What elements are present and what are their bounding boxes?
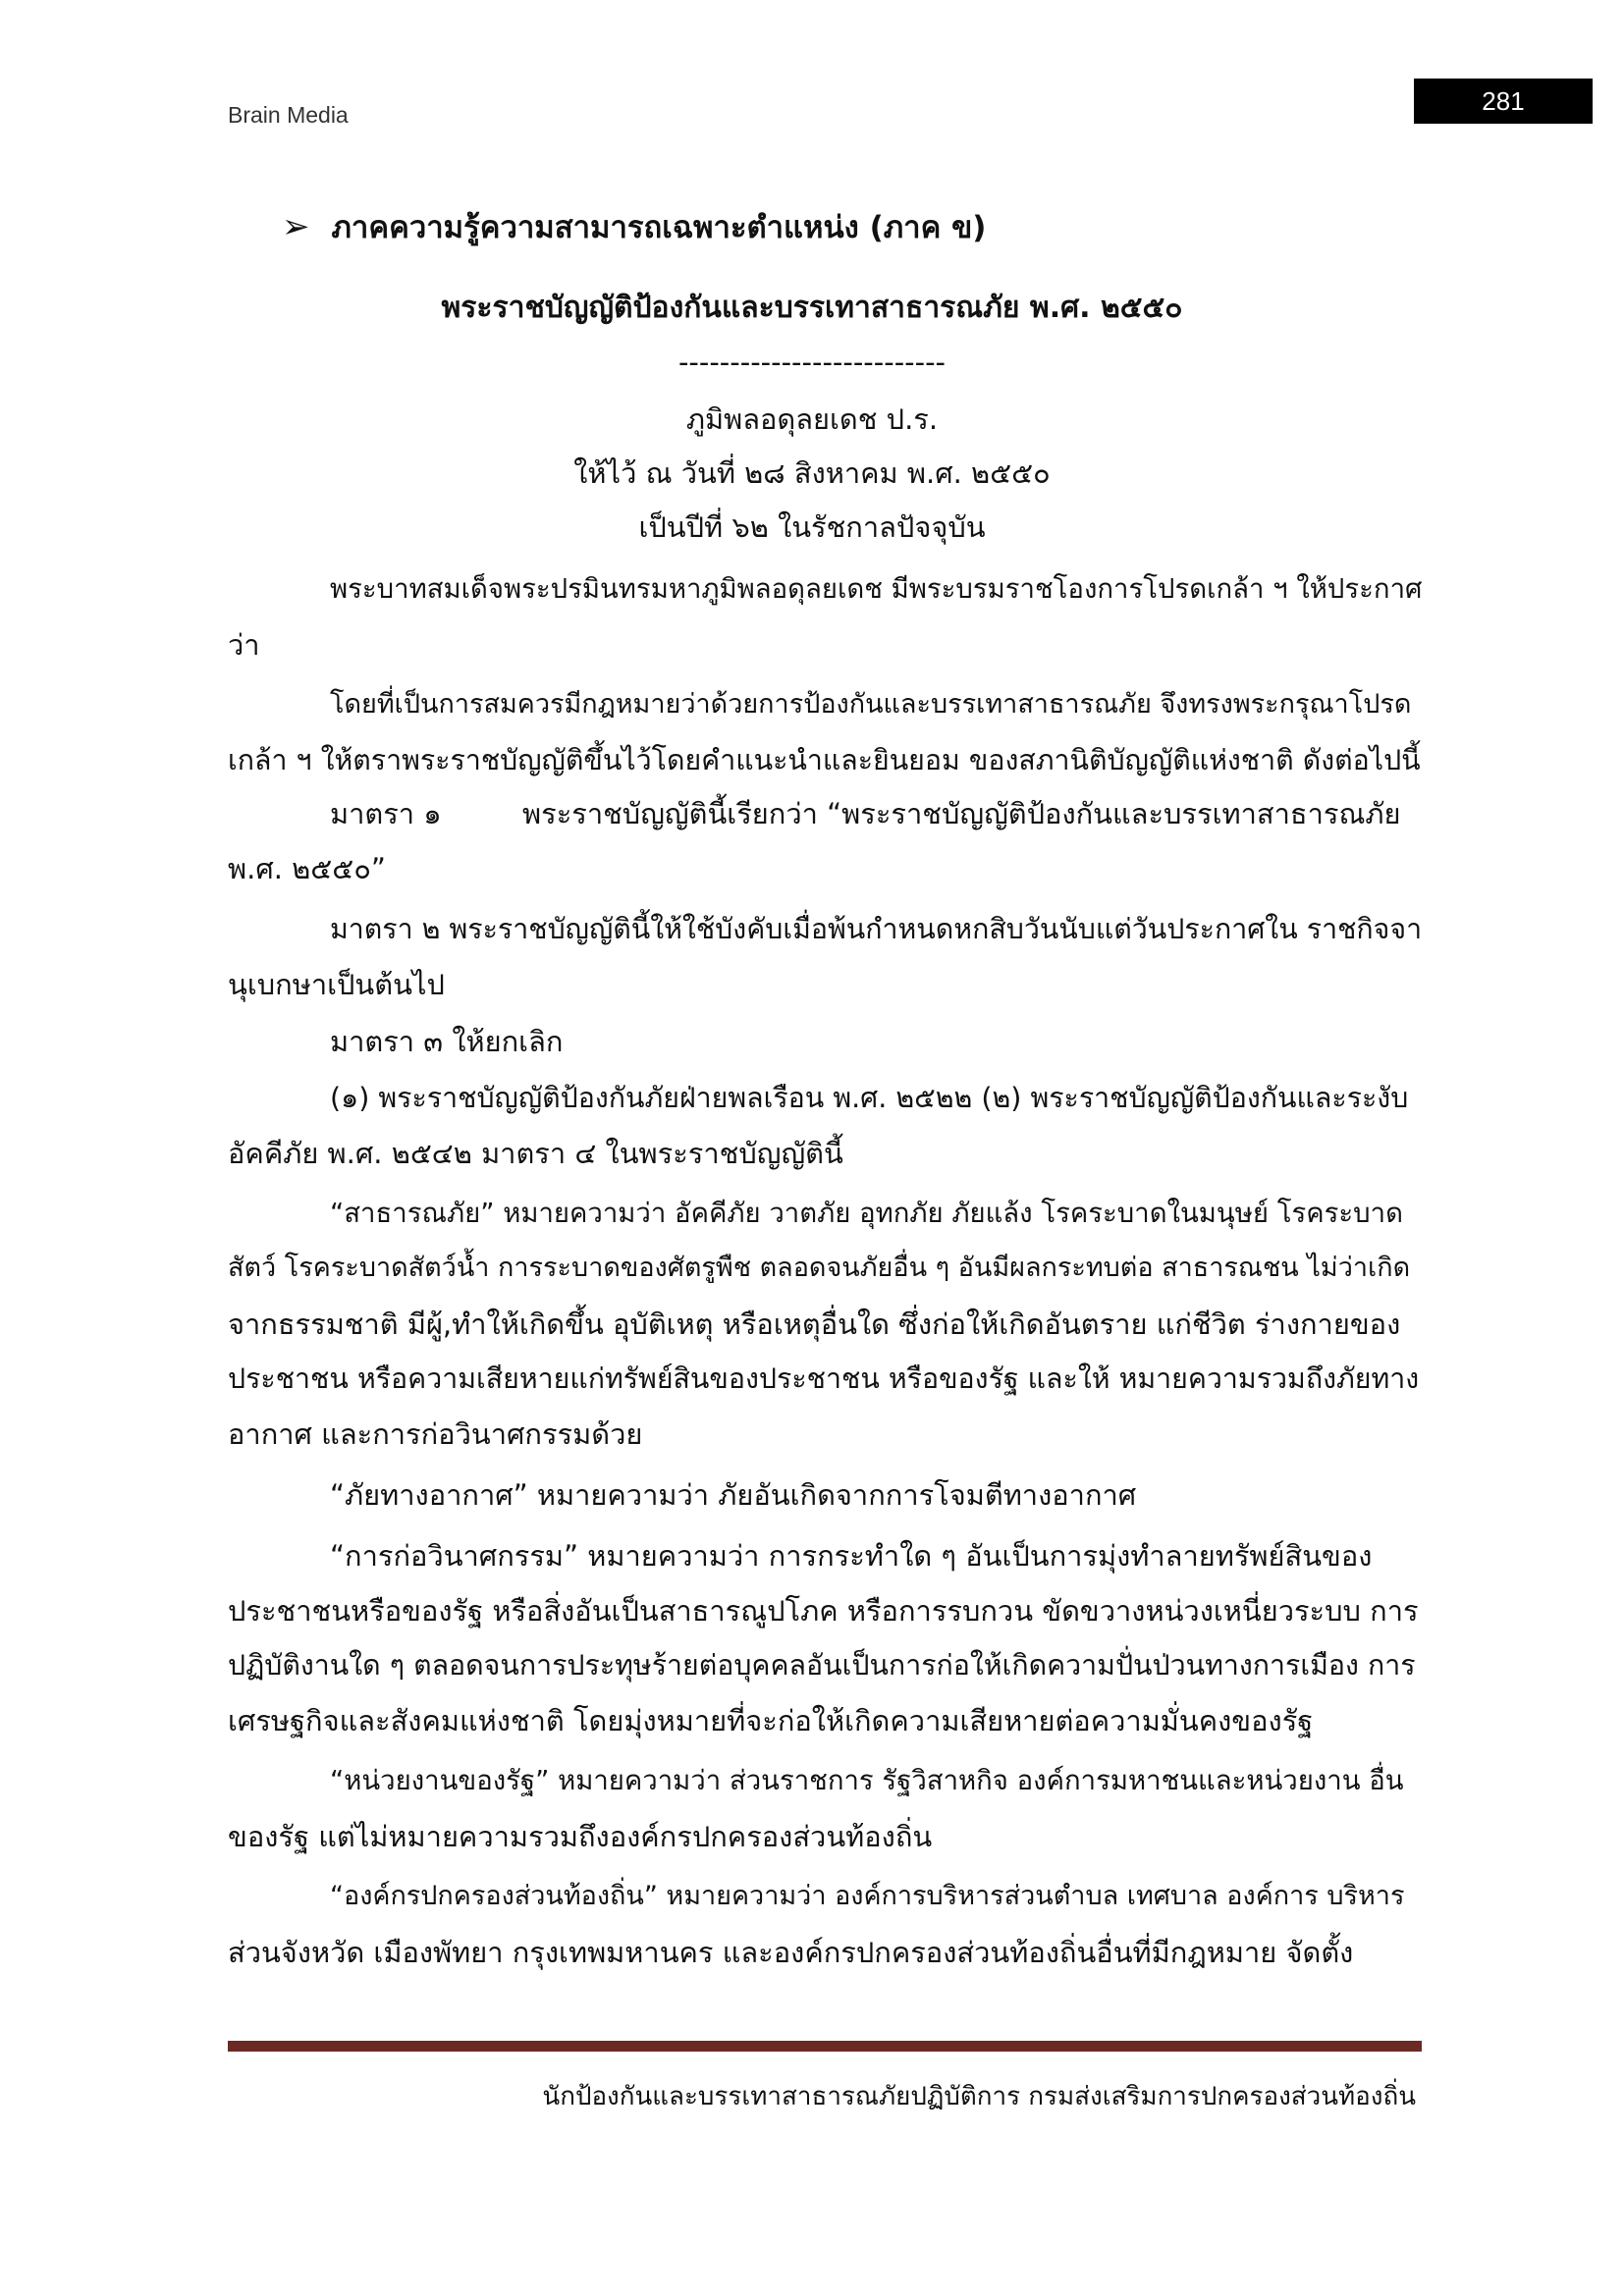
paragraph-line: “ภัยทางอากาศ” หมายความว่า ภัยอันเกิดจากการโจมตีทางอากาศ [330,1478,1137,1512]
paragraph-line: ส่วนจังหวัด เมืองพัทยา กรุงเทพมหานคร และองค์กรปกครองส่วนท้องถิ่นอื่นที่มีกฎหมาย จัดตั้ง [228,1936,1354,1969]
paragraph-line: พระบาทสมเด็จพระปรมินทรมหาภูมิพลอดุลยเดช มีพระบรมราชโองการโปรดเกล้า ฯ ให้ประกาศ [330,573,1423,605]
paragraph-line: พระราชบัญญัตินี้เรียกว่า “พระราชบัญญัติป้องกันและบรรเทาสาธารณภัย [522,797,1401,830]
page-number: 281 [1414,79,1593,124]
paragraph-line: ปฏิบัติงานใด ๆ ตลอดจนการประทุษร้ายต่อบุคคลอันเป็นการก่อให้เกิดความปั่นป่วนทางการเมือง การ [228,1649,1416,1682]
arrow-bullet-icon: ➢ [282,207,310,246]
brand-name: Brain Media [228,102,349,128]
paragraph-line: จากธรรมชาติ มีผู้,ทำให้เกิดขึ้น อุบัติเหตุ หรือเหตุอื่นใด ซึ่งก่อให้เกิดอันตราย แก่ชีวิต ร่างกายของ [228,1308,1401,1341]
document-title: พระราชบัญญัติป้องกันและบรรเทาสาธารณภัย พ.ศ. ๒๕๕๐ [441,291,1183,325]
paragraph-line: เกล้า ฯ ให้ตราพระราชบัญญัติขึ้นไว้โดยคำแนะนำและยินยอม ของสภานิติบัญญัติแห่งชาติ ดังต่อไปนี้ [228,744,1421,776]
signature-reign: เป็นปีที่ ๖๒ ในรัชกาลปัจจุบัน [638,510,986,544]
section-heading-text: ภาคความรู้ความสามารถเฉพาะตำแหน่ง (ภาค ข) [331,210,987,245]
paragraph-line: ว่า [228,628,260,662]
paragraph-line: “สาธารณภัย” หมายความว่า อัคคีภัย วาตภัย อุทกภัย ภัยแล้ง โรคระบาดในมนุษย์ โรคระบาด [330,1198,1403,1229]
paragraph-line: อัคคีภัย พ.ศ. ๒๕๔๒ มาตรา ๔ ในพระราชบัญญัตินี้ [228,1137,843,1170]
paragraph-line: มาตรา ๓ ให้ยกเลิก [330,1025,564,1058]
paragraph-line: สัตว์ โรคระบาดสัตว์น้ำ การระบาดของศัตรูพืช ตลอดจนภัยอื่น ๆ อันมีผลกระทบต่อ สาธารณชน ไม่ว่าเกิด [228,1253,1411,1283]
paragraph-line: (๑) พระราชบัญญัติป้องกันภัยฝ่ายพลเรือน พ.ศ. ๒๕๒๒ (๒) พระราชบัญญัติป้องกันและระงับ [330,1082,1409,1114]
paragraph-line: “หน่วยงานของรัฐ” หมายความว่า ส่วนราชการ รัฐวิสาหกิจ องค์การมหาชนและหน่วยงาน อื่น [330,1765,1404,1796]
paragraph-line: “การก่อวินาศกรรม” หมายความว่า การกระทำใด ๆ อันเป็นการมุ่งทำลายทรัพย์สินของ [330,1539,1373,1573]
section-heading [282,202,986,251]
paragraph-line: ประชาชนหรือของรัฐ หรือสิ่งอันเป็นสาธารณูปโภค หรือการรบกวน ขัดขวางหน่วงเหนี่ยวระบบ การ [228,1594,1419,1628]
paragraph-line: นุเบกษาเป็นต้นไป [228,968,445,1001]
title-separator: -------------------------- [677,346,947,379]
paragraph-line: “องค์กรปกครองส่วนท้องถิ่น” หมายความว่า องค์การบริหารส่วนตำบล เทศบาล องค์การ บริหาร [330,1881,1405,1911]
signature-date: ให้ไว้ ณ วันที่ ๒๘ สิงหาคม พ.ศ. ๒๕๕๐ [573,456,1051,490]
paragraph-line: มาตรา ๒ พระราชบัญญัตินี้ให้ใช้บังคับเมื่อพ้นกำหนดหกสิบวันนับแต่วันประกาศใน ราชกิจจา [330,913,1423,945]
paragraph-line: เศรษฐกิจและสังคมแห่งชาติ โดยมุ่งหมายที่จะก่อให้เกิดความเสียหายต่อความมั่นคงของรัฐ [228,1704,1314,1737]
paragraph-line: ประชาชน หรือความเสียหายแก่ทรัพย์สินของประชาชน หรือของรัฐ และให้ หมายความรวมถึงภัยทาง [228,1362,1420,1395]
paragraph-line: โดยที่เป็นการสมควรมีกฎหมายว่าด้วยการป้องกันและบรรเทาสาธารณภัย จึงทรงพระกรุณาโปรด [330,689,1412,720]
paragraph-line: ของรัฐ แต่ไม่หมายความรวมถึงองค์กรปกครองส่วนท้องถิ่น [228,1820,933,1853]
section-number: มาตรา ๑ [330,797,442,830]
footer-rule [228,2041,1422,2052]
paragraph-line: พ.ศ. ๒๕๕๐” [228,852,386,885]
paragraph-line: อากาศ และการก่อวินาศกรรมด้วย [228,1417,643,1451]
footer-text: นักป้องกันและบรรเทาสาธารณภัยปฏิบัติการ กรมส่งเสริมการปกครองส่วนท้องถิ่น [542,2082,1416,2111]
signature-name: ภูมิพลอดุลยเดช ป.ร. [685,402,939,436]
